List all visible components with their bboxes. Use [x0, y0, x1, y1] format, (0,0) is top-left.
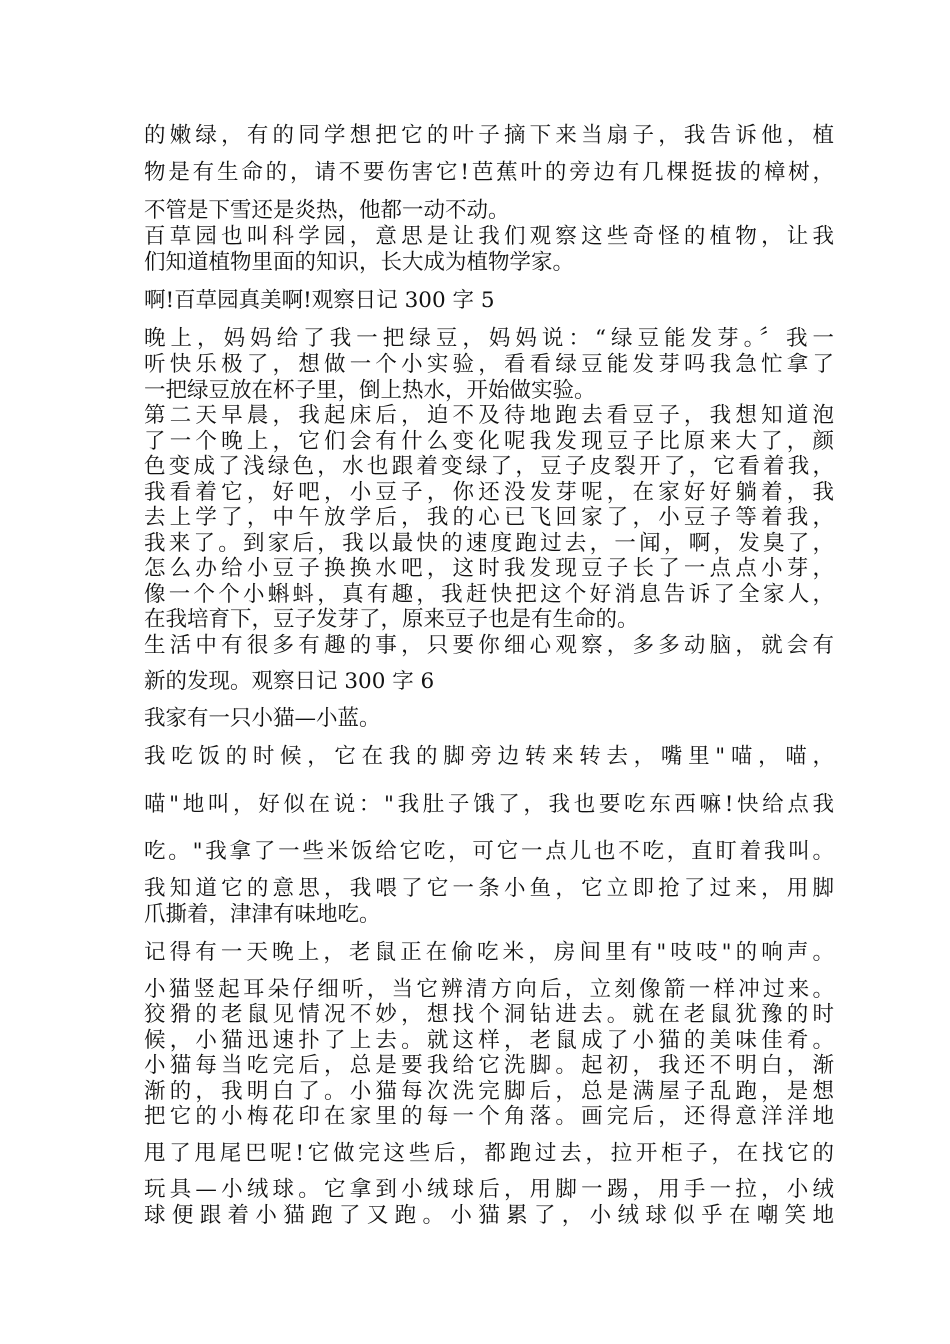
- text-line: 生活中有很多有趣的事，只要你细心观察，多多动脑，就会有: [144, 633, 834, 658]
- text-line: 在我培育下，豆子发芽了，原来豆子也是有生命的。: [144, 607, 639, 632]
- text-line: 我来了。到家后，我以最快的速度跑过去，一闻，啊，发臭了，: [144, 531, 834, 556]
- text-line: 把它的小梅花印在家里的每一个角落。画完后，还得意洋洋地: [144, 1104, 834, 1129]
- text-line: 不管是下雪还是炎热，他都一动不动。: [144, 198, 510, 223]
- text-line: 候，小猫迅速扑了上去。就这样，老鼠成了小猫的美味佳肴。: [144, 1028, 834, 1053]
- text-line: 了一个晚上，它们会有什么变化呢我发现豆子比原来大了，颜: [144, 429, 834, 454]
- text-line: 狡猾的老鼠见情况不妙，想找个洞钻进去。就在老鼠犹豫的时: [144, 1002, 834, 1027]
- text-line: 球便跟着小猫跑了又跑。小猫累了，小绒球似乎在嘲笑地: [144, 1203, 834, 1228]
- text-line: 怎么办给小豆子换换水吧，这时我发现豆子长了一点点小芽，: [144, 556, 834, 581]
- text-line: 玩具—小绒球。它拿到小绒球后，用脚一踢，用手一拉，小绒: [144, 1177, 834, 1202]
- text-line: 像一个个小蝌蚪，真有趣，我赶快把这个好消息告诉了全家人，: [144, 582, 834, 607]
- text-line: 的嫩绿，有的同学想把它的叶子摘下来当扇子，我告诉他，植: [144, 123, 834, 148]
- text-line: 小猫每当吃完后，总是要我给它洗脚。起初，我还不明白，渐: [144, 1053, 834, 1078]
- text-line: 记得有一天晚上，老鼠正在偷吃米，房间里有"吱吱"的响声。: [144, 940, 834, 965]
- text-line: 去上学了，中午放学后，我的心已飞回家了，小豆子等着我，: [144, 505, 834, 530]
- text-line: 喵"地叫，好似在说："我肚子饿了，我也要吃东西嘛!快给点我: [144, 792, 834, 817]
- text-line: 色变成了浅绿色，水也跟着变绿了，豆子皮裂开了，它看着我，: [144, 454, 834, 479]
- text-line: 一把绿豆放在杯子里，倒上热水，开始做实验。: [144, 378, 596, 403]
- text-line: 我知道它的意思，我喂了它一条小鱼，它立即抢了过来，用脚: [144, 876, 834, 901]
- text-line: 吃。"我拿了一些米饭给它吃，可它一点儿也不吃，直盯着我叫。: [144, 839, 834, 864]
- text-line: 我吃饭的时候，它在我的脚旁边转来转去，嘴里"喵，喵，: [144, 744, 834, 769]
- text-line: 爪撕着，津津有味地吃。: [144, 902, 381, 927]
- text-line: 我看着它，好吧，小豆子，你还没发芽呢，在家好好躺着，我: [144, 480, 834, 505]
- text-line: 第二天早晨，我起床后，迫不及待地跑去看豆子，我想知道泡: [144, 403, 834, 428]
- text-line: 百草园也叫科学园，意思是让我们观察这些奇怪的植物，让我: [144, 224, 834, 249]
- text-line: 听快乐极了，想做一个小实验，看看绿豆能发芽吗我急忙拿了: [144, 352, 834, 377]
- text-line: 们知道植物里面的知识，长大成为植物学家。: [144, 250, 575, 275]
- text-line: 渐的，我明白了。小猫每次洗完脚后，总是满屋子乱跑，是想: [144, 1079, 834, 1104]
- text-line: 甩了甩尾巴呢!它做完这些后，都跑过去，拉开柜子，在找它的: [144, 1141, 834, 1166]
- text-line: 物是有生命的，请不要伤害它!芭蕉叶的旁边有几棵挺拔的樟树，: [144, 160, 834, 185]
- text-line: 小猫竖起耳朵仔细听，当它辨清方向后，立刻像箭一样冲过来。: [144, 977, 834, 1002]
- text-line: 我家有一只小猫—小蓝。: [144, 706, 381, 731]
- section-heading: 新的发现。观察日记 300 字 6: [144, 669, 435, 694]
- section-heading: 啊!百草园真美啊!观察日记 300 字 5: [144, 288, 495, 313]
- text-line: 晚上，妈妈给了我一把绿豆，妈妈说：“绿豆能发芽。〞我一: [144, 326, 834, 351]
